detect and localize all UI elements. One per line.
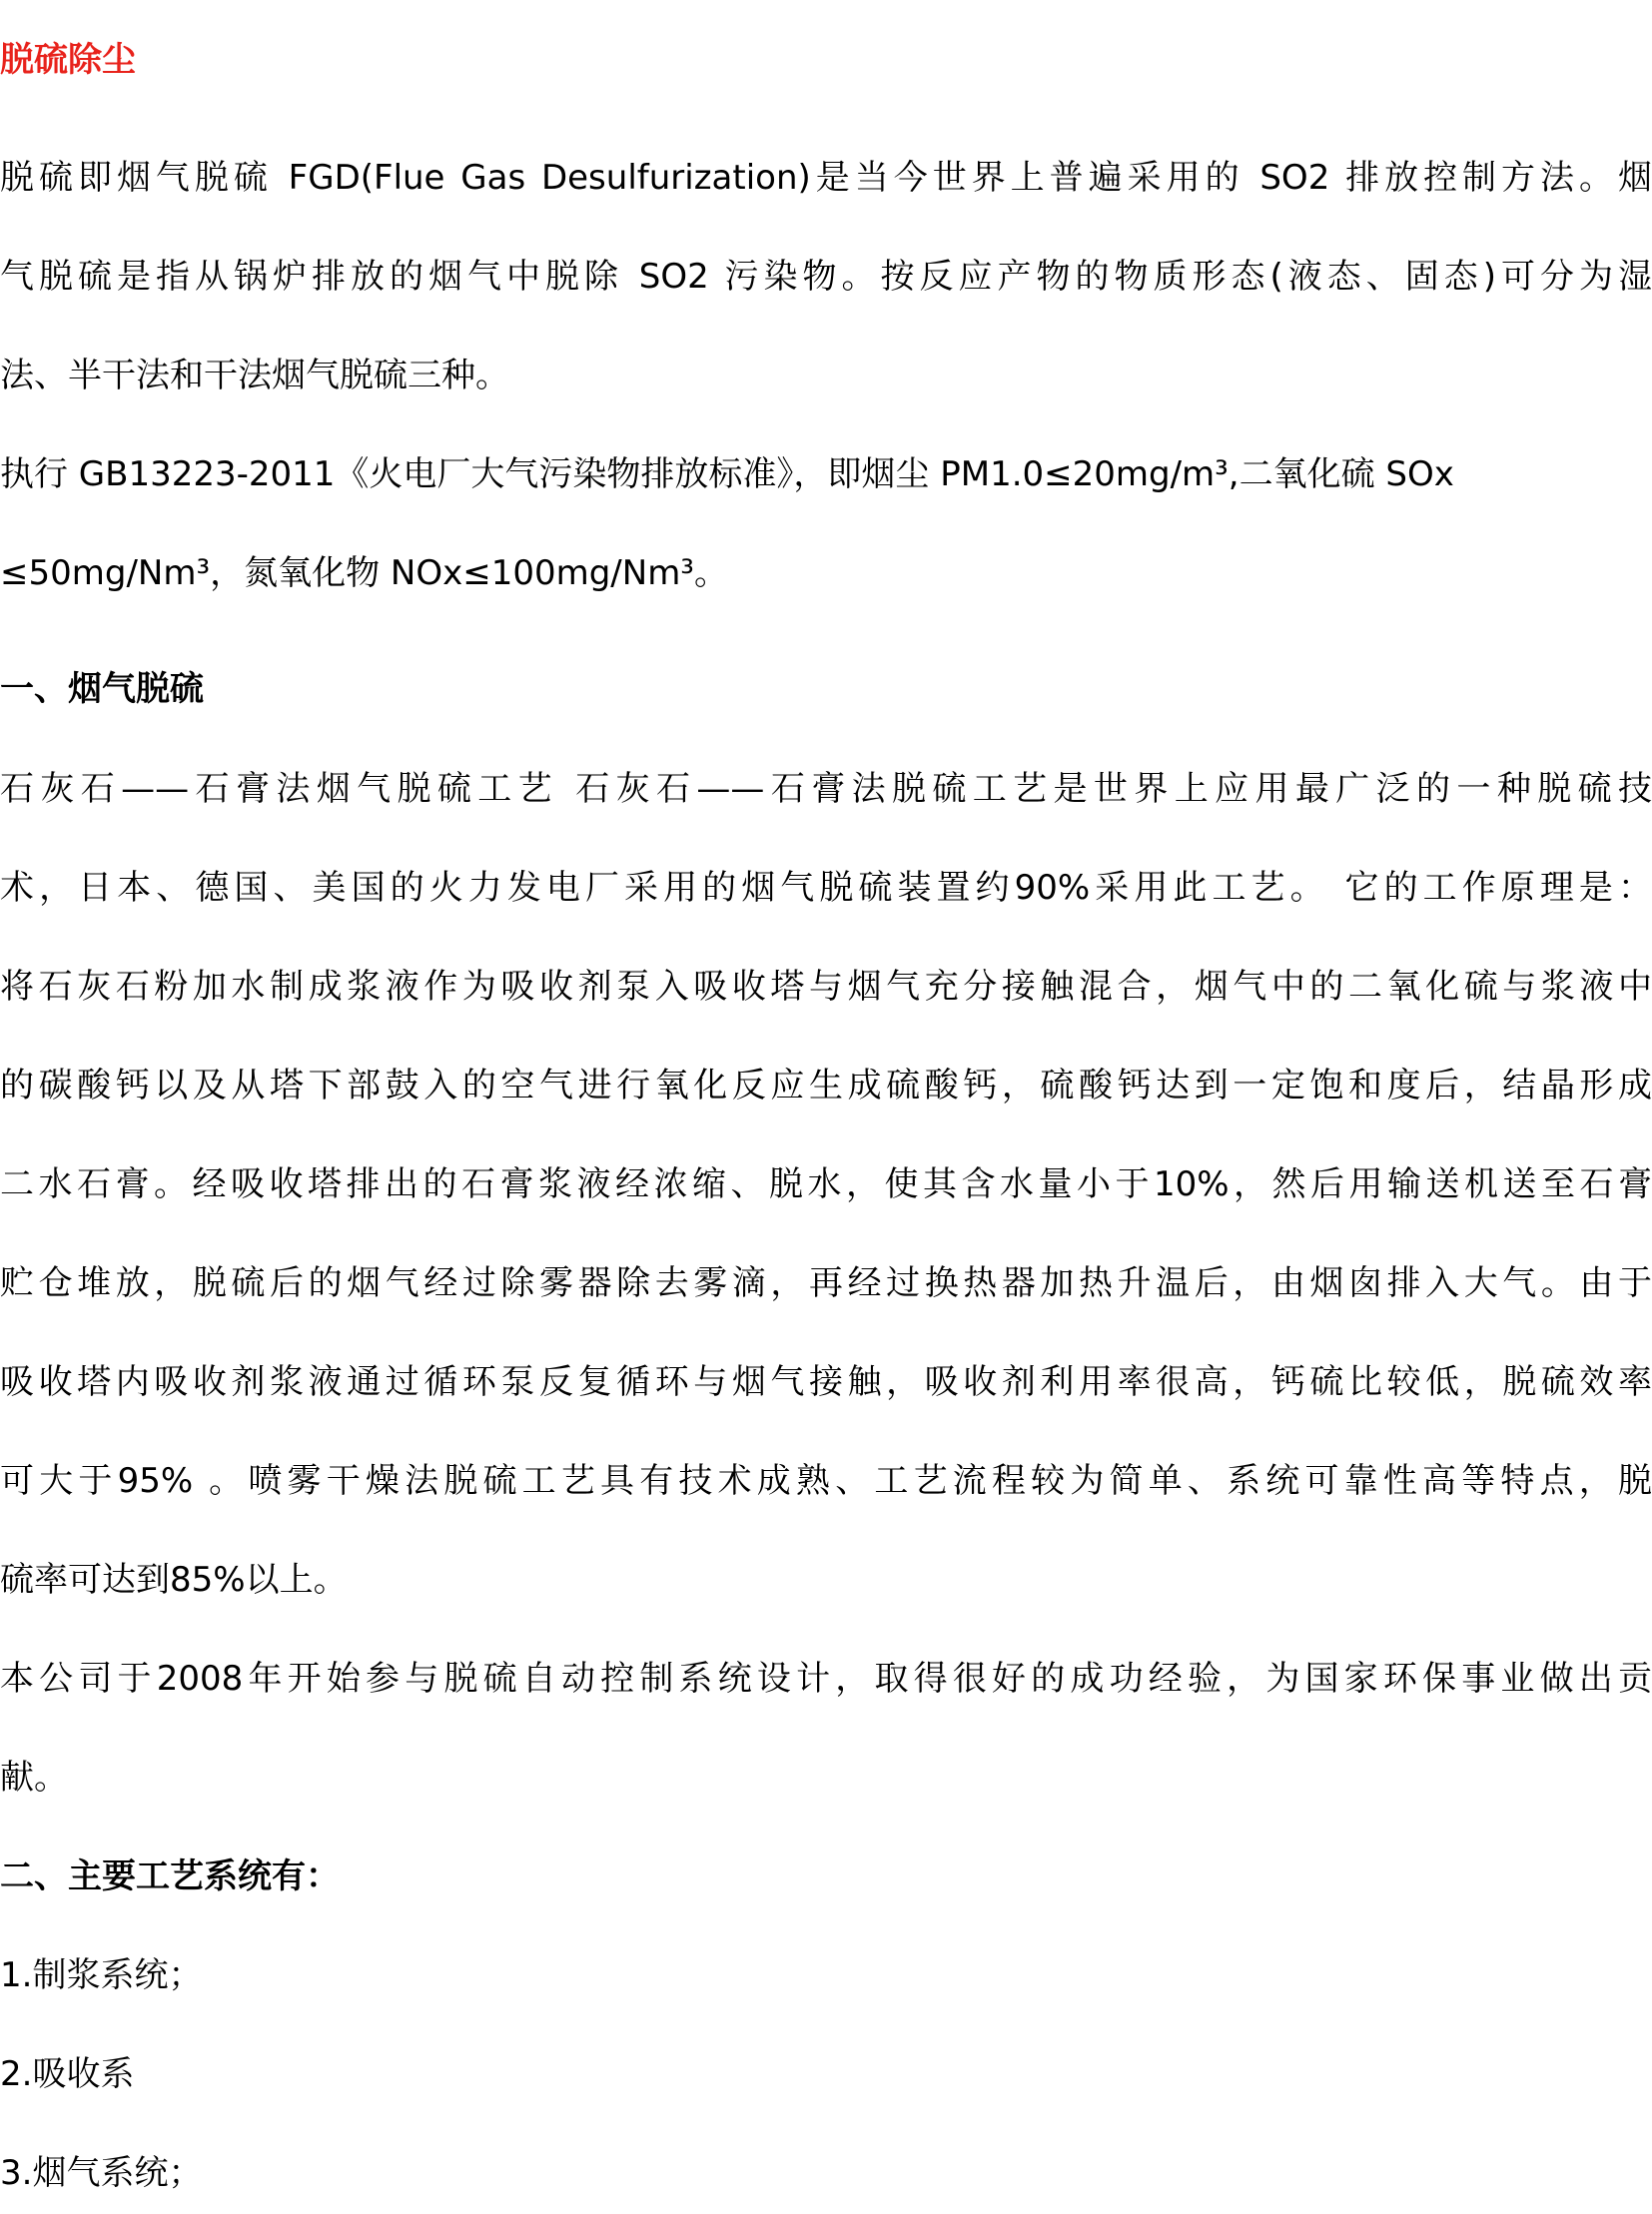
- intro-line-1: 脱硫即烟气脱硫 FGD(Flue Gas Desulfurization)是当今世界上普遍采用的 SO2 排放控制方法。烟: [0, 158, 1652, 198]
- company-line-2: 献。: [0, 1758, 68, 1798]
- section1-line-9: 硫率可达到85%以上。: [0, 1560, 348, 1600]
- standard-line-2: ≤50mg/Nm³，氮氧化物 NOx≤100mg/Nm³。: [0, 553, 728, 593]
- section1-line-8: 可大于95% 。喷雾干燥法脱硫工艺具有技术成熟、工艺流程较为简单、系统可靠性高等特点，脱: [0, 1461, 1652, 1501]
- section-heading-main-process-systems: 二、主要工艺系统有：: [0, 1856, 340, 1896]
- process-item-absorption-system: 2.吸收系: [0, 2054, 135, 2094]
- process-item-slurry-system: 1.制浆系统；: [0, 1955, 203, 1995]
- process-item-flue-gas-system: 3.烟气系统；: [0, 2153, 203, 2193]
- section1-line-6: 贮仓堆放，脱硫后的烟气经过除雾器除去雾滴，再经过换热器加热升温后，由烟囱排入大气。由于: [0, 1263, 1652, 1303]
- intro-line-2: 气脱硫是指从锅炉排放的烟气中脱除 SO2 污染物。按反应产物的物质形态(液态、固态)可分为湿: [0, 257, 1652, 297]
- company-line-1: 本公司于2008年开始参与脱硫自动控制系统设计，取得很好的成功经验，为国家环保事业做出贡: [0, 1659, 1652, 1699]
- intro-line-3: 法、半干法和干法烟气脱硫三种。: [0, 356, 509, 395]
- section1-line-5: 二水石膏。经吸收塔排出的石膏浆液经浓缩、脱水，使其含水量小于10%，然后用输送机送至石膏: [0, 1164, 1652, 1204]
- section1-line-7: 吸收塔内吸收剂浆液通过循环泵反复循环与烟气接触，吸收剂利用率很高，钙硫比较低，脱硫效率: [0, 1362, 1652, 1402]
- document-title: 脱硫除尘: [0, 40, 136, 80]
- section1-line-3: 将石灰石粉加水制成浆液作为吸收剂泵入吸收塔与烟气充分接触混合，烟气中的二氧化硫与浆液中: [0, 967, 1652, 1007]
- section1-line-1: 石灰石——石膏法烟气脱硫工艺 石灰石——石膏法脱硫工艺是世界上应用最广泛的一种脱硫技: [0, 769, 1652, 809]
- section1-line-4: 的碳酸钙以及从塔下部鼓入的空气进行氧化反应生成硫酸钙，硫酸钙达到一定饱和度后，结晶形成: [0, 1066, 1652, 1106]
- section1-line-2: 术，日本、德国、美国的火力发电厂采用的烟气脱硫装置约90%采用此工艺。 它的工作原理是：: [0, 868, 1652, 908]
- standard-line-1: 执行 GB13223-2011《火电厂大气污染物排放标准》，即烟尘 PM1.0≤20mg/m³,二氧化硫 SOx: [0, 454, 1454, 494]
- section-heading-flue-gas-desulfurization: 一、烟气脱硫: [0, 669, 204, 709]
